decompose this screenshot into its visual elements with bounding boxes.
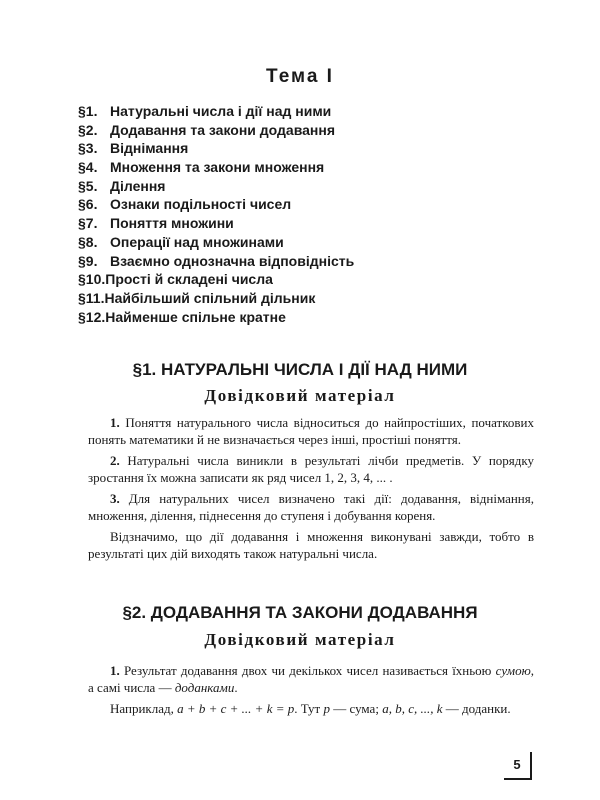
toc-number: §8. (78, 233, 98, 250)
toc-title: Ознаки подільності чисел (110, 196, 292, 213)
section2-body (88, 662, 534, 721)
toc-title: Найменше спільне кратне (105, 308, 286, 325)
toc-number: §7. (78, 215, 98, 232)
toc-item (78, 158, 354, 177)
paragraph-text: Поняття натурального числа відноситься до найпростіших, початкових понять математики й не визначається через інші, простіші поняття. (88, 415, 534, 447)
toc-number: §5. (78, 177, 98, 194)
paragraph-number: 1. (110, 415, 120, 430)
term-addends: доданками (174, 680, 235, 695)
toc-item (78, 252, 354, 271)
toc-number: §12. (78, 308, 106, 325)
page-number: 5 (504, 752, 532, 780)
paragraph (88, 490, 534, 524)
table-of-contents (78, 102, 354, 326)
toc-item (78, 270, 354, 289)
paragraph-text: Натуральні числа виникли в результаті лічби предметів. У порядку зростання їх можна записати як ряд чисел 1, 2, 3, 4, ... . (88, 453, 534, 485)
toc-item (78, 289, 354, 308)
toc-title: Поняття множини (110, 215, 234, 232)
paragraph (88, 452, 534, 486)
toc-item (78, 121, 354, 140)
toc-item (78, 177, 354, 196)
term-sum: сумою (495, 663, 531, 678)
paragraph-number: 3. (110, 491, 120, 506)
toc-number: §3. (78, 140, 98, 157)
paragraph (88, 528, 534, 562)
toc-item (78, 214, 354, 233)
paragraph-text: Наприклад, (110, 701, 178, 716)
toc-number: §1. (78, 103, 98, 119)
toc-item (78, 195, 354, 214)
toc-number: §2. (78, 121, 98, 138)
paragraph (88, 662, 534, 696)
toc-title: Взаємно однозначна відповідність (110, 252, 355, 269)
formula: a + b + c + ... + k = p (177, 701, 295, 716)
toc-item (78, 233, 354, 252)
section2-heading: §2. ДОДАВАННЯ ТА ЗАКОНИ ДОДАВАННЯ (122, 603, 478, 622)
paragraph (88, 414, 534, 448)
section2-subheading: Довідковий матеріал (204, 630, 396, 649)
toc-title: Найбільший спільний дільник (104, 289, 316, 306)
toc-title: Множення та закони множення (110, 159, 325, 176)
theme-title: Тема I (266, 66, 334, 87)
section1-heading: §1. НАТУРАЛЬНІ ЧИСЛА І ДІЇ НАД НИМИ (132, 360, 468, 379)
toc-title: Операції над множинами (110, 233, 284, 250)
paragraph-text: . Тут (294, 701, 324, 716)
variables-list: a, b, c, ..., k (382, 701, 443, 716)
toc-item (78, 308, 354, 327)
toc-item (78, 139, 354, 158)
toc-title: Ділення (110, 177, 166, 194)
paragraph-text: Відзначимо, що дії додавання і множення виконувані завжди, тобто в результаті цих дій виходять також натуральні числа. (88, 529, 534, 561)
section1-body (88, 414, 534, 566)
paragraph-text: Результат додавання двох чи декількох чисел називається їхньою (119, 663, 496, 678)
toc-item (78, 102, 354, 121)
paragraph-text: . (234, 680, 238, 695)
toc-title: Прості й складені числа (105, 271, 273, 288)
variable: p (323, 701, 330, 716)
toc-title: Віднімання (110, 140, 189, 157)
paragraph-text: — сума; (329, 701, 383, 716)
paragraph-number: 1. (110, 663, 120, 678)
paragraph-text: — доданки. (442, 701, 511, 716)
toc-title: Натуральні числа і дії над ними (110, 103, 332, 119)
toc-title: Додавання та закони додавання (110, 121, 335, 138)
toc-number: §6. (78, 196, 98, 213)
toc-number: §9. (78, 252, 98, 269)
section1-subheading: Довідковий матеріал (204, 386, 396, 405)
toc-number: §11. (78, 289, 105, 306)
paragraph-text: Для натуральних чисел визначено такі дії: додавання, віднімання, множення, ділення, піднесення до ступеня і добування кореня. (88, 491, 534, 523)
paragraph (88, 700, 534, 717)
paragraph-text: , а самі числа — (88, 663, 534, 695)
toc-number: §4. (78, 159, 98, 176)
toc-number: §10. (78, 271, 106, 288)
paragraph-number: 2. (110, 453, 120, 468)
